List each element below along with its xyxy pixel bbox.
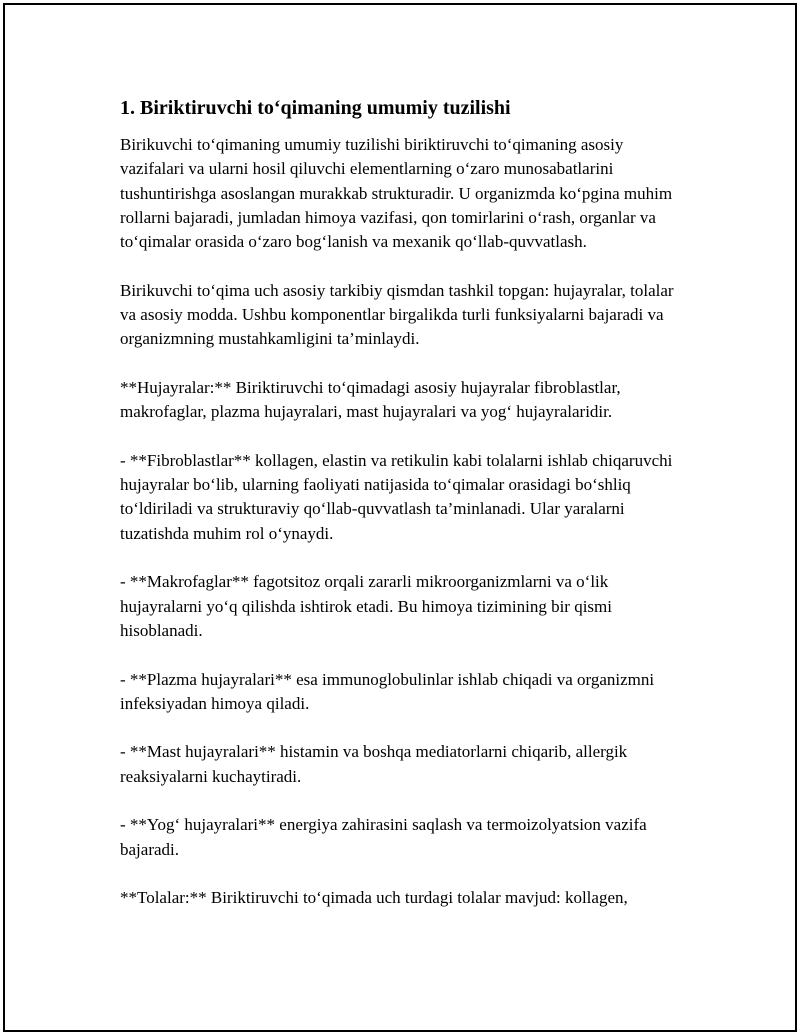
list-item-mast-cells: - **Mast hujayralari** histamin va boshqa mediatorlarni chiqarib, allergik reaksiyalarni kuchaytiradi. <box>120 742 628 786</box>
paragraph-components: Birikuvchi to‘qima uch asosiy tarkibiy qismdan tashkil topgan: hujayralar, tolalar va asosiy modda. Ushbu komponentlar birgalikda turli funksiyalarni bajaradi va organizmning mustahkamligini ta’minlaydi. <box>120 280 674 349</box>
section-heading: 1. Biriktiruvchi to‘qimaning umumiy tuzilishi <box>120 97 511 119</box>
list-item-plasma-cells: - **Plazma hujayralari** esa immunoglobulinlar ishlab chiqadi va organizmni infeksiyadan himoya qiladi. <box>120 669 655 713</box>
paragraph-intro: Birikuvchi to‘qimaning umumiy tuzilishi biriktiruvchi to‘qimaning asosiy vazifalari va ularni hosil qiluvchi elementlarning o‘zaro munosabatlarini tushuntirishga asoslangan murakkab strukturadir. U organizmda ko‘pgina muhim rollarni bajaradi, jumladan himoya vazifasi, qon tomirlarini o‘rash, organlar va to‘qimalar orasida o‘zaro bog‘lanish va mexanik qo‘llab-quvvatlash. <box>120 135 673 252</box>
paragraph-fibers: **Tolalar:** Biriktiruvchi to‘qimada uch turdagi tolalar mavjud: kollagen, <box>120 888 628 908</box>
list-item-macrophages: - **Makrofaglar** fagotsitoz orqali zararli mikroorganizmlarni va o‘lik hujayralarni yo‘q qilishda ishtirok etadi. Bu himoya tizimining bir qismi hisoblanadi. <box>120 572 612 640</box>
document-body <box>120 95 690 911</box>
page-frame <box>3 3 797 1032</box>
paragraph-cells: **Hujayralar:** Biriktiruvchi to‘qimadagi asosiy hujayralar fibroblastlar, makrofaglar, plazma hujayralari, mast hujayralari va yog‘ hujayralaridir. <box>120 377 621 422</box>
list-item-fat-cells: - **Yog‘ hujayralari** energiya zahirasini saqlash va termoizolyatsion vazifa bajaradi. <box>120 815 647 859</box>
list-item-fibroblasts: - **Fibroblastlar** kollagen, elastin va retikulin kabi tolalarni ishlab chiqaruvchi hujayralar bo‘lib, ularning faoliyati natijasida to‘qimalar orasidagi bo‘shliq to‘ldiriladi va strukturaviy qo‘llab-quvvatlash ta’minlanadi. Ular yaralarni tuzatishda muhim rol o‘ynaydi. <box>120 450 673 543</box>
